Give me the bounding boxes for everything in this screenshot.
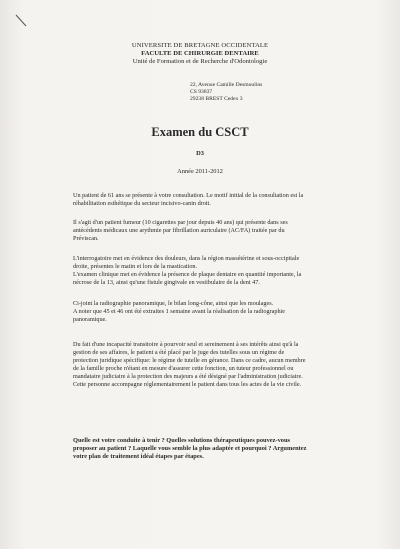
unit-name: Unité de Formation et de Recherche d'Odontologie — [132, 58, 268, 65]
text-line: mandataire judiciaire à la protection des majeurs a été désigné par l'administration judiciaire. — [73, 373, 303, 381]
text-line: Il s'agit d'un patient fumeur (10 cigarettes par jour depuis 40 ans) qui présente dans ses — [73, 219, 288, 226]
question-line: proposer au patient ? Laquelle vous semble la plus adaptée et pourquoi ? Argumentez — [73, 445, 307, 453]
text-line: Préviscan. — [73, 235, 99, 243]
paragraph-radiographie — [73, 300, 341, 324]
paragraph-tutelle — [73, 341, 341, 390]
university-name: UNIVERSITE DE BRETAGNE OCCIDENTALE — [131, 42, 269, 49]
question-line: Quelle est votre conduite à tenir ? Quelles solutions thérapeutiques pouvez-vous — [73, 437, 291, 444]
paragraph-motif — [73, 192, 341, 208]
text-line: antécédents médicaux une arythmie par fibrillation auriculaire (AC/FA) traitée par du — [73, 227, 285, 235]
paragraph-antecedents — [73, 219, 341, 243]
text-line: Un patient de 61 ans se présente à votre consultation. Le motif initial de la consultation est la — [73, 192, 304, 199]
text-line: Ci-joint la radiographie panoramique, le bilan long-cône, ainsi que les moulages. — [73, 300, 274, 307]
text-line: A noter que 45 et 46 ont été extraites 1 semaine avant la réalisation de la radiographie — [73, 308, 286, 316]
exam-questions — [73, 437, 343, 461]
address-line: 22, Avenue Camille Desmoulins — [190, 82, 263, 88]
paragraph-examen — [73, 255, 341, 287]
exam-title: Examen du CSCT — [151, 125, 249, 139]
academic-year: Année 2011-2012 — [177, 168, 223, 175]
text-line: protection juridique spécifique: le régime de tutelle en gérance. Dans ce cadre, aucun membre — [73, 357, 306, 365]
address-line: 29238 BREST Cedex 3 — [190, 96, 243, 102]
question-line: votre plan de traitement idéal étapes par étapes. — [73, 453, 204, 461]
address-block — [190, 82, 310, 103]
text-line: de la famille proche n'étant en mesure d'assurer cette fonction, un tuteur professionnel ou — [73, 365, 294, 373]
text-line: panoramique. — [73, 316, 107, 324]
text-line: L'examen clinique met en évidence la présence de plaque dentaire en quantité importante, la — [73, 271, 302, 279]
institution-header — [60, 42, 340, 66]
address-line: CS 93837 — [190, 89, 213, 95]
faculty-name: FACULTE DE CHIRURGIE DENTAIRE — [141, 50, 259, 57]
text-line: nécrose de la 13, ainsi qu'une fistule gingivale en vestibulaire de la dent 47. — [73, 279, 260, 287]
text-line: Du fait d'une incapacité transitoire à pourvoir seul et sereinement à ses intérêts ainsi qu'à la — [73, 341, 299, 348]
pen-mark-icon — [14, 14, 28, 28]
text-line: droite, présentes le matin et lors de la mastication. — [73, 263, 198, 271]
text-line: gestion de ses affaires, le patient a été placé par le juge des tutelles sous un régime de — [73, 349, 285, 357]
text-line: réhabilitation esthétique du secteur incisivo-canin droit. — [73, 200, 211, 208]
text-line: Cette personne accompagne réglementairement le patient dans tous les actes de la vie civile. — [73, 381, 302, 389]
text-line: L'interrogatoire met en évidence des douleurs, dans la région massétérine et sous-occipitale — [73, 255, 300, 262]
exam-level: D3 — [196, 150, 204, 157]
